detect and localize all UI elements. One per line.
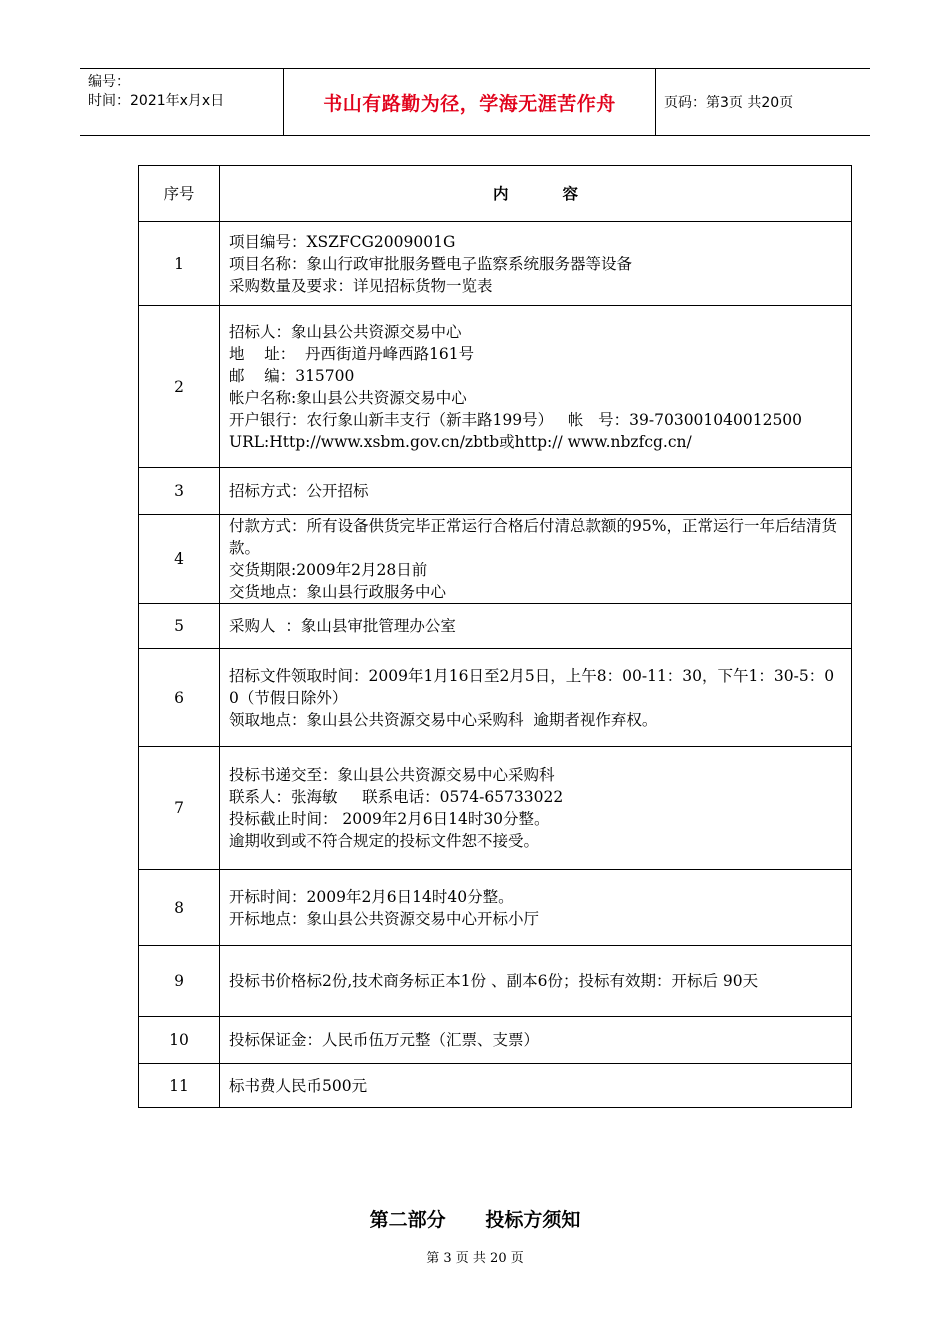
row-content xyxy=(220,747,852,870)
table-row xyxy=(139,306,852,468)
row-line: 逾期收到或不符合规定的投标文件恕不接受。 xyxy=(229,832,540,850)
header-page-info: 页码：第3页 共20页 xyxy=(664,95,794,111)
table-row xyxy=(139,604,852,649)
row-number: 1 xyxy=(139,222,220,306)
row-line: 投标保证金：人民币伍万元整（汇票、支票） xyxy=(229,1031,540,1049)
table-row xyxy=(139,649,852,747)
row-content xyxy=(220,1017,852,1064)
row-content xyxy=(220,515,852,604)
column-header-content: 内 容 xyxy=(220,166,852,222)
row-line: 投标截止时间： 2009年2月6日14时30分整。 xyxy=(229,810,550,828)
row-line: 招标文件领取时间：2009年1月16日至2月5日，上午8：00-11：30，下午1：30-5：00（节假日除外） xyxy=(229,666,835,707)
row-line: 投标书价格标2份,技术商务标正本1份 、副本6份；投标有效期：开标后 90天 xyxy=(229,972,759,990)
row-number: 4 xyxy=(139,515,220,604)
row-content xyxy=(220,306,852,468)
row-content xyxy=(220,649,852,747)
page-header xyxy=(80,68,870,136)
table-row xyxy=(139,222,852,306)
table-row xyxy=(139,870,852,946)
header-motto: 书山有路勤为径，学海无涯苦作舟 xyxy=(283,69,656,135)
row-line: 交货期限:2009年2月28日前 xyxy=(229,561,428,579)
row-number: 10 xyxy=(139,1017,220,1064)
row-number: 8 xyxy=(139,870,220,946)
table-row xyxy=(139,946,852,1017)
table-row xyxy=(139,515,852,604)
row-number: 6 xyxy=(139,649,220,747)
bidding-info-table xyxy=(138,165,852,1108)
document-date: 时间：2021年x月x日 xyxy=(88,93,225,109)
row-line: 采购数量及要求：详见招标货物一览表 xyxy=(229,276,493,295)
header-meta xyxy=(80,69,283,135)
row-line: 项目编号：XSZFCG2009001G xyxy=(229,232,456,251)
row-content xyxy=(220,604,852,649)
row-line: 招标人：象山县公共资源交易中心 xyxy=(229,322,462,341)
table-row xyxy=(139,1064,852,1108)
table-row xyxy=(139,747,852,870)
table-row xyxy=(139,468,852,515)
row-line: 开户银行：农行象山新丰支行（新丰路199号） 帐 号：39-703001040012500 xyxy=(229,410,803,429)
row-line: 地 址： 丹西街道丹峰西路161号 xyxy=(229,344,475,363)
row-line: 项目名称：象山行政审批服务暨电子监察系统服务器等设备 xyxy=(229,254,633,273)
row-line: 招标方式：公开招标 xyxy=(229,482,369,500)
row-content xyxy=(220,1064,852,1108)
row-line: 交货地点：象山县行政服务中心 xyxy=(229,583,447,601)
document-code-label: 编号： xyxy=(88,74,130,90)
row-line: 开标地点：象山县公共资源交易中心开标小厅 xyxy=(229,909,540,928)
row-line: 帐户名称:象山县公共资源交易中心 xyxy=(229,388,467,407)
table-header-row xyxy=(139,166,852,222)
row-line: URL:Http://www.xsbm.gov.cn/zbtb或http:// www.nbzfcg.cn/ xyxy=(229,432,692,451)
row-line: 采购人 ：象山县审批管理办公室 xyxy=(229,617,456,635)
row-number: 9 xyxy=(139,946,220,1017)
table-row xyxy=(139,1017,852,1064)
row-content xyxy=(220,468,852,515)
row-line: 开标时间：2009年2月6日14时40分整。 xyxy=(229,887,514,906)
row-line: 邮 编：315700 xyxy=(229,366,355,385)
row-line: 联系人：张海敏 联系电话：0574-65733022 xyxy=(229,788,564,806)
row-number: 5 xyxy=(139,604,220,649)
row-content xyxy=(220,870,852,946)
row-number: 3 xyxy=(139,468,220,515)
row-line: 付款方式：所有设备供货完毕正常运行合格后付清总款额的95%，正常运行一年后结清货款。 xyxy=(229,517,837,557)
row-content xyxy=(220,222,852,306)
row-line: 投标书递交至：象山县公共资源交易中心采购科 xyxy=(229,766,555,784)
row-number: 11 xyxy=(139,1064,220,1108)
row-content xyxy=(220,946,852,1017)
row-line: 标书费人民币500元 xyxy=(229,1076,368,1095)
page-footer: 第 3 页 共 20 页 xyxy=(426,1251,524,1266)
column-header-seq: 序号 xyxy=(139,166,220,222)
row-number: 2 xyxy=(139,306,220,468)
row-number: 7 xyxy=(139,747,220,870)
row-line: 领取地点：象山县公共资源交易中心采购科 逾期者视作弃权。 xyxy=(229,710,658,729)
section-title: 第二部分 投标方须知 xyxy=(369,1209,581,1231)
